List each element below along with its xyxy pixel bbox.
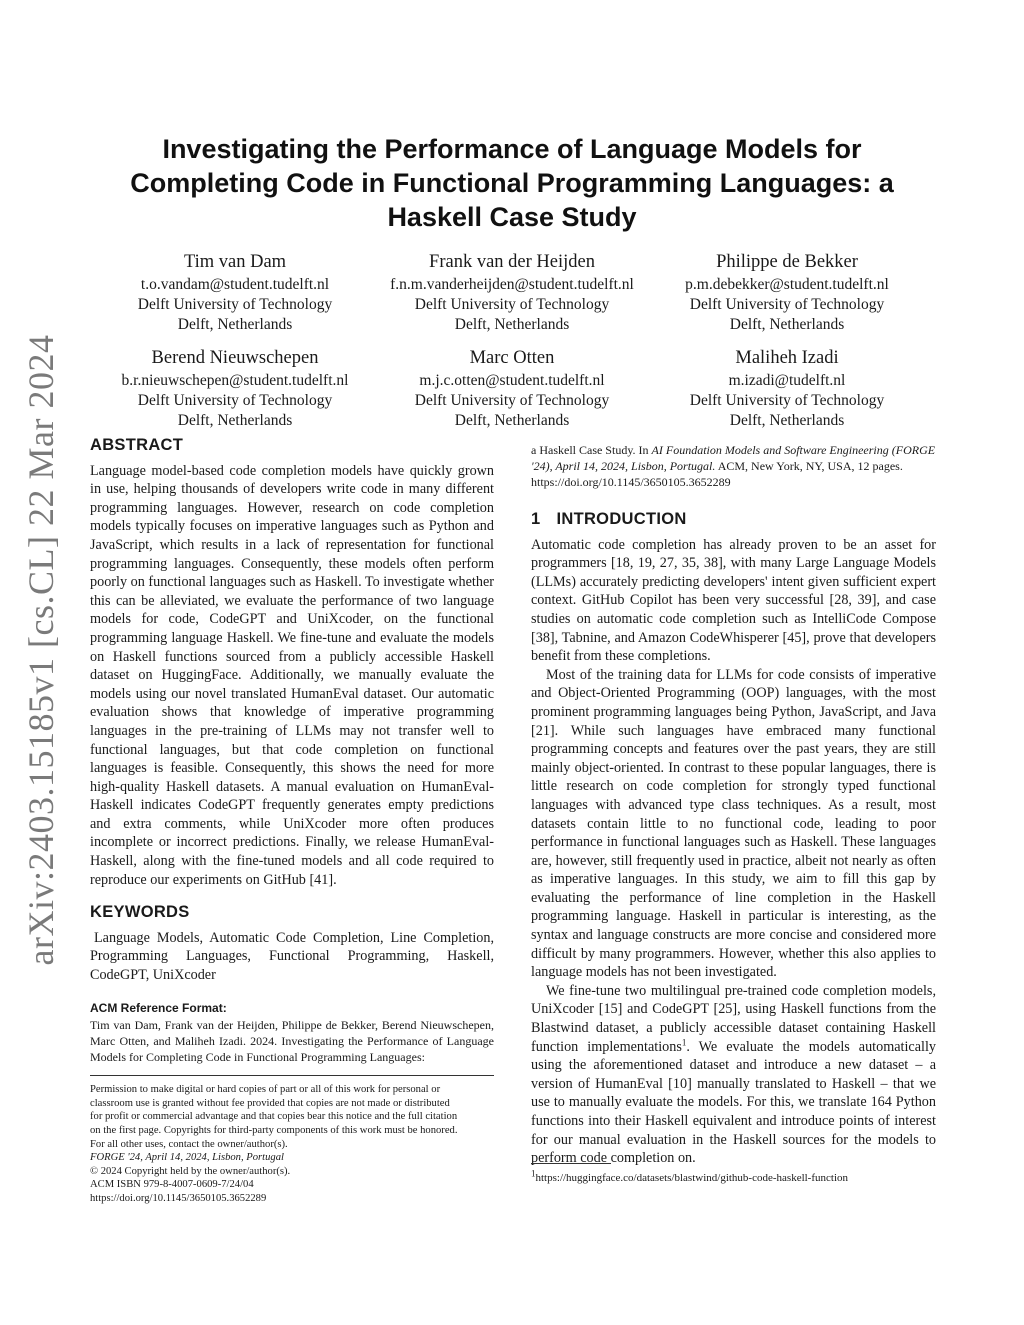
- author-location: Delft, Netherlands: [454, 316, 570, 333]
- author-affiliation: Delft University of Technology: [689, 296, 885, 313]
- conference-venue: FORGE '24, April 14, 2024, Lisbon, Portugal: [90, 1152, 284, 1164]
- author-block: [362, 346, 662, 431]
- intro-paragraph: Most of the training data for LLMs for code consists of imperative and Object-Oriented Programming (OOP) languages, with the most prominent programming languages being Python, JavaScript, and Java [21]. While such languages have embraced many functional programming concepts and features over the past years, they are still mainly object-oriented. In contrast to these popular languages, there is little research on code completion for strongly typed functional languages with advanced type class techniques. As a result, most datasets contain little to no functional code, leading to poor performance in functional languages such as Haskell. These languages are, however, still frequently used in practice, albeit not nearly as often as imperative languages. In this study, we aim to fill this gap by evaluating the performance of line completion in the Haskell programming language. Haskell in particular is interesting, as the syntax and language constructs are more concise and considered more difficult by many programmers. However, whether this also applies to language models has not been investigated.: [531, 666, 936, 981]
- permission-line: classroom use is granted without fee provided that copies are not made or distributed: [90, 1097, 450, 1109]
- author-location: Delft, Netherlands: [729, 316, 845, 333]
- author-email[interactable]: f.n.m.vanderheijden@student.tudelft.nl: [390, 276, 634, 293]
- intro-paragraph: Automatic code completion has already proven to be an asset for programmers [18, 19, 27, 35, 38], with many Large Language Models (LLMs) accurately predicting developers' intent given sufficient expert context. GitHub Copilot has been very successful [28, 39], and case studies on automatic code completion such as IntelliCode Compose [38], Tabnine, and Amazon CodeWhisperer [45], prove that developers benefit from these completions.: [531, 536, 936, 665]
- author-affiliation: Delft University of Technology: [414, 296, 610, 313]
- author-email[interactable]: p.m.debekker@student.tudelft.nl: [685, 276, 889, 293]
- author-location: Delft, Netherlands: [177, 316, 293, 333]
- isbn-line: ACM ISBN 979-8-4007-0609-7/24/04: [90, 1179, 254, 1191]
- permission-divider: [90, 1075, 494, 1076]
- author-block: [85, 250, 385, 335]
- permission-line: for profit or commercial advantage and that copies bear this notice and the full citation: [90, 1111, 458, 1123]
- acm-reference-continuation: [531, 442, 936, 490]
- footnote-divider: [531, 1163, 611, 1164]
- footnote-marker[interactable]: 1: [681, 1036, 687, 1047]
- paper-title: Investigating the Performance of Language Models for Completing Code in Functional Programming Languages: a Haskell Case Study: [130, 134, 894, 232]
- footnote-url[interactable]: https://huggingface.co/datasets/blastwind/github-code-haskell-function: [535, 1172, 849, 1184]
- acm-reference-post: ACM, New York, NY, USA, 12 pages. https://doi.org/10.1145/3650105.3652289: [531, 459, 903, 489]
- doi-link[interactable]: https://doi.org/10.1145/3650105.3652289: [90, 1192, 267, 1204]
- left-column: [90, 436, 494, 1206]
- author-affiliation: Delft University of Technology: [137, 392, 333, 409]
- arxiv-stamp: [18, 334, 64, 966]
- author-name: Philippe de Bekker: [716, 252, 858, 272]
- footnote-number: 1: [531, 1168, 536, 1179]
- author-email[interactable]: m.j.c.otten@student.tudelft.nl: [419, 372, 605, 389]
- arxiv-id: arXiv:2403.15185v1 [cs.CL] 22 Mar 2024: [21, 334, 61, 966]
- author-location: Delft, Netherlands: [177, 412, 293, 429]
- author-name: Berend Nieuwschepen: [151, 348, 319, 368]
- author-affiliation: Delft University of Technology: [689, 392, 885, 409]
- author-affiliation: Delft University of Technology: [137, 296, 333, 313]
- author-block: [362, 250, 662, 335]
- footnote: [531, 1168, 849, 1184]
- author-location: Delft, Netherlands: [729, 412, 845, 429]
- permission-line: on the first page. Copyrights for third-party components of this work must be honored.: [90, 1125, 458, 1136]
- acm-reference-heading: ACM Reference Format:: [90, 1000, 227, 1015]
- abstract-text: Language model-based code completion models have quickly grown in use, helping thousands of developers write code in many different programming languages. However, research on code completion models typically focuses on imperative languages such as Python and JavaScript, which results in a lack of representation for functional programming languages. Consequently, these models often perform poorly on functional languages such as Haskell. To investigate whether this can be alleviated, we evaluate the performance of two language models for code, CodeGPT and UniXcoder, on the functional programming language Haskell. We fine-tune and evaluate the models on Haskell functions sourced from a publicly accessible Haskell dataset on HuggingFace. Additionally, we manually evaluate the models using our novel translated HumanEval dataset. Our automatic evaluation shows that knowledge of imperative programming languages in the pre-training of LLMs may not transfer well to functional languages, but that code completion on functional languages is feasible. Consequently, this shows the need for more high-quality Haskell datasets. A manual evaluation on HumanEval-Haskell indicates CodeGPT frequently generates empty predictions and extra comments, while UniXcoder more often produces incomplete or incorrect predictions. Finally, we release HumanEval-Haskell, along with the fine-tuned models and all code required to reproduce our experiments on GitHub [41].: [90, 462, 494, 888]
- permission-notice: [90, 1083, 494, 1205]
- section-number: 1: [531, 510, 541, 528]
- keywords-text: Language Models, Automatic Code Completion, Line Completion, Programming Languages, Functional Programming, Haskell, CodeGPT, UniXcoder: [90, 929, 494, 984]
- acm-reference-venue: AI Foundation Models and Software Engineering (FORGE '24), April 14, 2024, Lisbon, Portugal.: [531, 443, 936, 473]
- right-column: [531, 442, 936, 1168]
- acm-reference-pre: a Haskell Case Study. In: [531, 443, 652, 457]
- intro-p3-continued: . We evaluate the models automatically using the aforementioned dataset and introduce a new dataset – a version of HumanEval [10] manually translated to Haskell – that we use to manually evaluate the models. For this, we translate 164 Python functions into their Haskell equivalent and introduce points of interest for our manual evaluation in the Haskell sources for the models to perform code completion on.: [531, 1038, 936, 1167]
- intro-paragraph: [531, 982, 936, 1168]
- author-email[interactable]: b.r.nieuwschepen@student.tudelft.nl: [121, 372, 349, 389]
- author-affiliation: Delft University of Technology: [414, 392, 610, 409]
- abstract-heading: ABSTRACT: [90, 436, 184, 454]
- author-block: [637, 346, 937, 431]
- author-name: Tim van Dam: [183, 252, 287, 272]
- section-title: INTRODUCTION: [556, 510, 687, 528]
- author-name: Maliheh Izadi: [735, 348, 839, 368]
- introduction-heading: [531, 510, 936, 529]
- keywords-heading: KEYWORDS: [90, 903, 190, 922]
- author-name: Marc Otten: [469, 348, 555, 368]
- copyright-line: © 2024 Copyright held by the owner/author(s).: [90, 1165, 291, 1177]
- acm-reference-text: Tim van Dam, Frank van der Heijden, Philippe de Bekker, Berend Nieuwschepen, Marc Otten, and Maliheh Izadi. 2024. Investigating the Performance of Language Models for Completing Code in Functional Programming Languages:: [90, 1018, 494, 1065]
- author-email[interactable]: t.o.vandam@student.tudelft.nl: [140, 276, 330, 293]
- intro-p3-text: We fine-tune two multilingual pre-trained code completion models, UniXcoder [15] and CodeGPT [25], using Haskell functions from the Blastwind dataset, a publicly accessible dataset containing Haskell function implementations: [531, 982, 936, 1055]
- author-location: Delft, Netherlands: [454, 412, 570, 429]
- author-block: [637, 250, 937, 335]
- permission-line: Permission to make digital or hard copies of part or all of this work for personal or: [90, 1084, 441, 1096]
- author-email[interactable]: m.izadi@tudelft.nl: [728, 372, 846, 389]
- permission-line: For all other uses, contact the owner/author(s).: [90, 1138, 288, 1150]
- author-name: Frank van der Heijden: [429, 252, 595, 272]
- author-block: [85, 346, 385, 431]
